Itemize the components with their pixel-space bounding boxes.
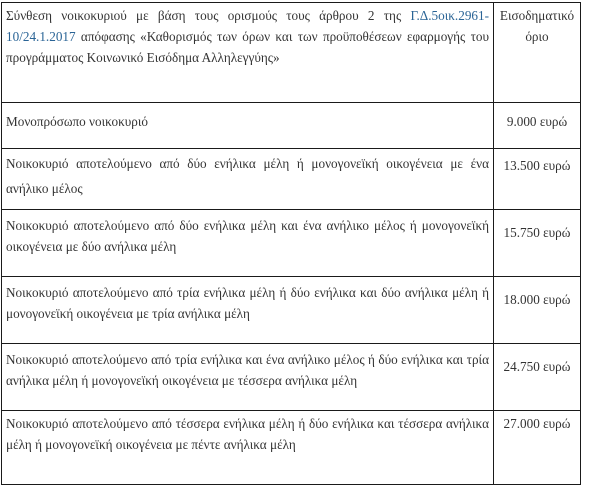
- household-description: Νοικοκυριό αποτελούμενο από τέσσερα ενήλικα μέλη ή δύο ενήλικα και τέσσερα ανήλικα μέλη ή μονογονεϊκή οικογένεια με πέντε ανήλικα μέλη: [2, 411, 494, 485]
- income-limit: 13.500 ευρώ: [494, 149, 581, 210]
- decision-reference-link[interactable]: Γ.Δ.5οικ.2961-10/24.1.2017: [6, 8, 489, 44]
- income-limit: 18.000 ευρώ: [494, 277, 581, 344]
- household-description: Νοικοκυριό αποτελούμενο από δύο ενήλικα μέλη και ένα ανήλικο μέλος ή μονογονεϊκή οικογένεια με δύο ανήλικα μέλη: [2, 210, 494, 277]
- table-row: [2, 149, 581, 210]
- table-row: [2, 277, 581, 344]
- household-description: Μονοπρόσωπο νοικοκυριό: [2, 103, 494, 149]
- income-limit: 9.000 ευρώ: [494, 103, 581, 149]
- household-description: Νοικοκυριό αποτελούμενο από τρία ενήλικα μέλη ή δύο ενήλικα και δύο ανήλικα μέλη ή μονογονεϊκή οικογένεια με τρία ανήλικα μέλη: [2, 277, 494, 344]
- table-header-row: [2, 3, 581, 103]
- header-description-cell: [2, 3, 494, 103]
- income-limit: 15.750 ευρώ: [494, 210, 581, 277]
- header-description-prefix: Σύνθεση νοικοκυριού με βάση τους ορισμούς τους άρθρου 2 της: [6, 8, 411, 23]
- table-row: [2, 210, 581, 277]
- income-threshold-table: [1, 2, 581, 485]
- income-limit: 27.000 ευρώ: [494, 411, 581, 485]
- table-row: [2, 411, 581, 485]
- income-limit: 24.750 ευρώ: [494, 344, 581, 411]
- table-row: [2, 344, 581, 411]
- household-description: Νοικοκυριό αποτελούμενο από δύο ενήλικα μέλη ή μονογονεϊκή οικογένεια με ένα ανήλικο μέλος: [2, 149, 494, 210]
- amount-column-label-line1: Εισοδηματικό: [499, 8, 575, 23]
- household-description: Νοικοκυριό αποτελούμενο από τρία ενήλικα και ένα ανήλικο μέλος ή δύο ενήλικα και τρία ανήλικα μέλη ή μονογονεϊκή οικογένεια με τέσσερα ανήλικα μέλη: [2, 344, 494, 411]
- table-row: [2, 103, 581, 149]
- header-description-suffix: απόφασης «Καθορισμός των όρων και των προϋποθέσεων εφαρμογής του προγράμματος Κοινωνικό Εισόδημα Αλληλεγγύης»: [6, 29, 489, 65]
- header-amount-cell: [494, 3, 581, 103]
- amount-column-label-line2: όριο: [525, 29, 549, 44]
